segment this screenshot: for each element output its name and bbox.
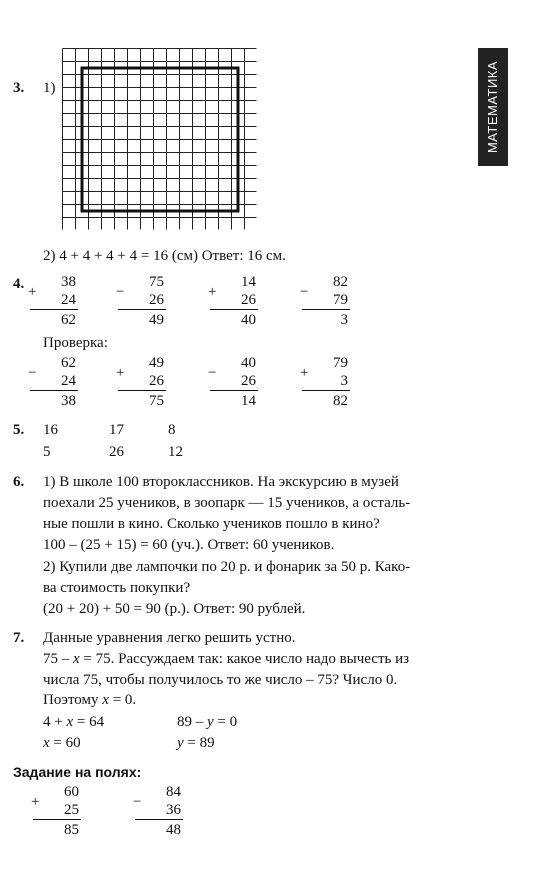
operand-a: 79 — [333, 355, 348, 371]
result: 3 — [340, 312, 348, 328]
sidebar-tab-label: МАТЕМАТИКА — [485, 60, 501, 154]
column-calc — [25, 782, 79, 842]
text: 89 – — [177, 714, 207, 730]
task-5-value: 16 — [43, 422, 58, 438]
variable: y — [177, 735, 184, 751]
sidebar-tab — [478, 48, 508, 166]
column-calc — [202, 353, 256, 413]
operand-a: 38 — [61, 274, 76, 290]
text: = 60 — [49, 735, 81, 751]
operand-b: 24 — [61, 292, 76, 308]
text: = 0 — [213, 714, 238, 730]
column-calc — [294, 353, 348, 413]
text: = 64 — [73, 714, 105, 730]
task-6-line: (20 + 20) + 50 = 90 (р.). Ответ: 90 рублей. — [43, 601, 306, 617]
column-calc — [22, 272, 76, 332]
operand-b: 24 — [61, 373, 76, 389]
task-7-line: числа 75, чтобы получилось то же число – 75? Число 0. — [43, 672, 398, 688]
variable: x — [43, 735, 50, 751]
task-3-number: 3. — [13, 80, 25, 96]
check-label: Проверка: — [43, 335, 108, 351]
task-5-value: 12 — [168, 444, 183, 460]
task-3-sub1: 1) — [43, 80, 56, 96]
column-calc — [202, 272, 256, 332]
operand-a: 84 — [166, 784, 181, 800]
variable: y — [207, 714, 214, 730]
operator: − — [300, 284, 309, 300]
task-6-line: ва стоимость покупки? — [43, 580, 191, 596]
result: 49 — [149, 312, 164, 328]
solution — [43, 733, 81, 753]
operand-b: 26 — [241, 373, 256, 389]
operand-b: 26 — [149, 292, 164, 308]
task-6-line: поехали 25 учеников, в зоопарк — 15 учеников, а осталь- — [43, 495, 411, 511]
text: Поэтому — [43, 692, 103, 708]
task-7-line: Данные уравнения легко решить устно. — [43, 630, 296, 646]
margin-task-title: Задание на полях: — [13, 764, 142, 780]
task-7-line — [43, 649, 409, 669]
operand-a: 14 — [241, 274, 256, 290]
operator: − — [133, 794, 142, 810]
task-5-value: 26 — [109, 444, 124, 460]
result: 85 — [64, 822, 79, 838]
operand-b: 36 — [166, 802, 181, 818]
result: 14 — [241, 393, 256, 409]
variable: x — [73, 651, 80, 667]
task-6-line: ные пошли в кино. Сколько учеников пошло в кино? — [43, 516, 380, 532]
column-calc — [127, 782, 181, 842]
result: 48 — [166, 822, 181, 838]
operand-a: 40 — [241, 355, 256, 371]
task-6-line: 100 – (25 + 15) = 60 (уч.). Ответ: 60 учеников. — [43, 537, 335, 553]
text: = 89 — [183, 735, 215, 751]
task-5-number: 5. — [13, 422, 25, 438]
operator: − — [28, 365, 37, 381]
equation — [43, 712, 104, 732]
result: 40 — [241, 312, 256, 328]
operand-a: 82 — [333, 274, 348, 290]
text: 75 – — [43, 651, 73, 667]
result: 82 — [333, 393, 348, 409]
column-calc — [110, 353, 164, 413]
operand-b: 26 — [241, 292, 256, 308]
operator: + — [116, 365, 125, 381]
text: 4 + — [43, 714, 67, 730]
task-3-sub2: 2) 4 + 4 + 4 + 4 = 16 (см) Ответ: 16 см. — [43, 248, 286, 264]
variable: x — [102, 692, 109, 708]
operator: + — [31, 794, 40, 810]
task-6-line: 2) Купили две лампочки по 20 р. и фонарик за 50 р. Како- — [43, 559, 411, 575]
task-6-line: 1) В школе 100 второклассников. На экскурсию в музей — [43, 474, 399, 490]
operator: − — [208, 365, 217, 381]
result: 75 — [149, 393, 164, 409]
result: 62 — [61, 312, 76, 328]
column-calc — [294, 272, 348, 332]
result: 38 — [61, 393, 76, 409]
task-7-line — [43, 690, 136, 710]
operand-a: 62 — [61, 355, 76, 371]
grid-drawing — [62, 48, 257, 230]
operand-b: 3 — [340, 373, 348, 389]
text: = 0. — [108, 692, 137, 708]
task-5-value: 17 — [109, 422, 124, 438]
column-calc — [22, 353, 76, 413]
task-5-value: 8 — [168, 422, 176, 438]
operand-a: 49 — [149, 355, 164, 371]
solution — [177, 733, 215, 753]
square-on-grid — [62, 48, 257, 230]
operand-a: 60 — [64, 784, 79, 800]
operator: − — [116, 284, 125, 300]
operator: + — [208, 284, 217, 300]
equation — [177, 712, 237, 732]
task-5-value: 5 — [43, 444, 51, 460]
operand-a: 75 — [149, 274, 164, 290]
task-6-number: 6. — [13, 474, 25, 490]
operand-b: 26 — [149, 373, 164, 389]
variable: x — [66, 714, 74, 730]
text: = 75. Рассуждаем так: какое число надо вычесть из — [79, 651, 410, 667]
operand-b: 25 — [64, 802, 79, 818]
task-7-number: 7. — [13, 630, 25, 646]
operand-b: 79 — [333, 292, 348, 308]
column-calc — [110, 272, 164, 332]
task-4-number: 4. — [13, 276, 25, 292]
operator: + — [300, 365, 309, 381]
operator: + — [28, 284, 37, 300]
